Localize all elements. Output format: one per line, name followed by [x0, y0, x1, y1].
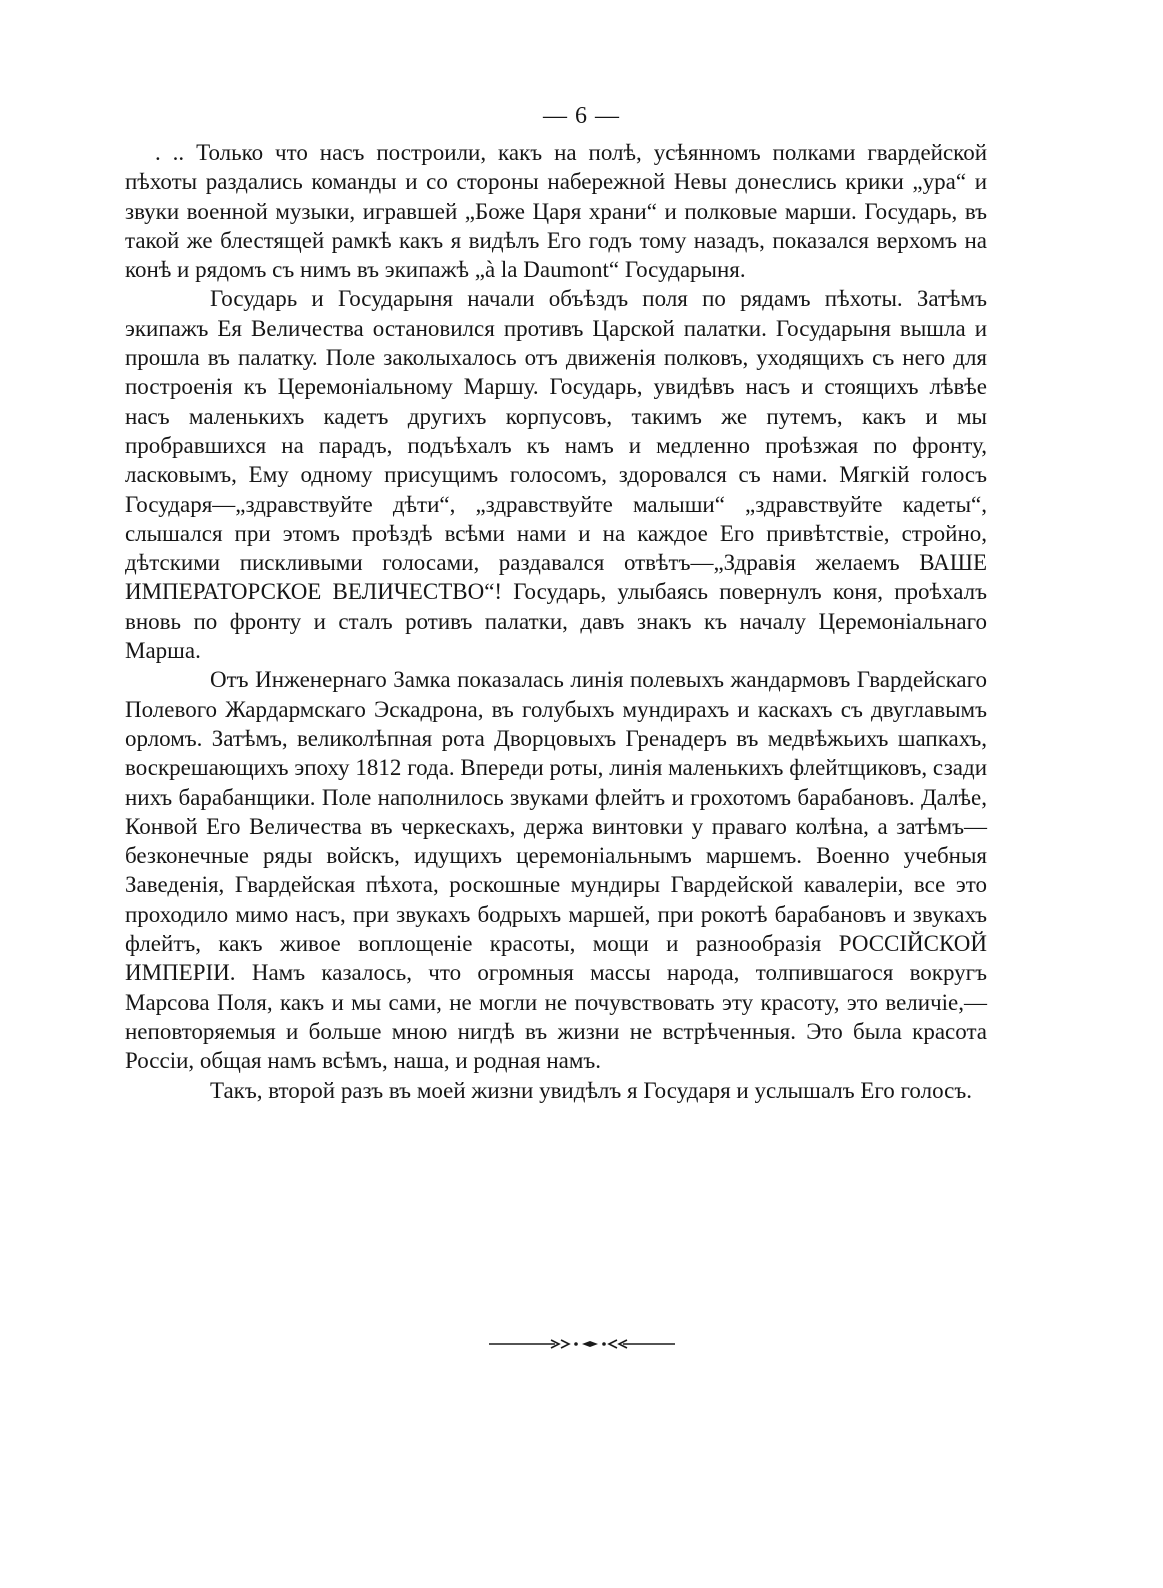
page-number: — 6 — — [543, 103, 620, 129]
paragraph-1: . .. Только что насъ построили, какъ на полѣ, усѣянномъ полками гвардейской пѣхоты раздались команды и со стороны набережной Невы донеслись крики „ура“ и звуки военной музыки, игравшей „Боже Царя храни“ и полковые марши. Государь, въ такой же блестящей рамкѣ какъ я видѣлъ Его годъ тому назадъ, показался верхомъ на конѣ и рядомъ съ нимъ въ экипажѣ „à la Daumont“ Государыня. — [125, 140, 987, 283]
paragraph-3: Отъ Инженернаго Замка показалась линія полевыхъ жандармовъ Гвардейскаго Полевого Жардармскаго Эскадрона, въ голубыхъ мундирахъ и каскахъ съ двуглавымъ орломъ. Затѣмъ, великолѣпная рота Дворцовыхъ Гренадеръ въ медвѣжьихъ шапкахъ, воскрешающихъ эпоху 1812 года. Впереди роты, линія маленькихъ флейтщиковъ, сзади нихъ барабанщики. Поле наполнилось звуками флейтъ и грохотомъ барабановъ. Далѣе, Конвой Его Величества въ черкескахъ, держа винтовки у праваго колѣна, а затѣмъ—безконечные ряды войскъ, идущихъ церемоніальнымъ маршемъ. Военно учебныя Заведенія, Гвардейская пѣхота, роскошные мундиры Гвардейской кавалеріи, все это проходило мимо насъ, при звукахъ бодрыхъ маршей, при рокотѣ барабановъ и звукахъ флейтъ, какъ живое воплощеніе красоты, мощи и разнообразія РОССІЙСКОЙ ИМПЕРІИ. Намъ казалось, что огромныя массы народа, толпившагося вокругъ Марсова Поля, какъ и мы сами, не могли не почувствовать эту красоту, это величіе,—неповторяемыя и больше мною нигдѣ въ жизни не встрѣченныя. Это была красота Россіи, общая намъ всѣмъ, наша, и родная намъ. — [125, 667, 987, 1074]
decorative-divider-icon — [487, 1335, 677, 1353]
body-text — [125, 138, 987, 1105]
paragraph-4: Такъ, второй разъ въ моей жизни увидѣлъ я Государя и услышалъ Его голосъ. — [210, 1077, 972, 1103]
end-ornament — [0, 1335, 1163, 1353]
paragraph-2: Государь и Государыня начали объѣздъ поля по рядамъ пѣхоты. Затѣмъ экипажъ Ея Величества остановился противъ Царской палатки. Государыня вышла и прошла въ палатку. Поле заколыхалось отъ движенія полковъ, уходящихъ съ него для построенія къ Церемоніальному Маршу. Государь, увидѣвъ насъ и стоящихъ лѣвѣе насъ маленькихъ кадетъ другихъ корпусовъ, такимъ же путемъ, какъ и мы пробравшихся на парадъ, подъѣхалъ къ намъ и медленно проѣзжая по фронту, ласковымъ, Ему одному присущимъ голосомъ, здоровался съ нами. Мягкій голосъ Государя—„здравствуйте дѣти“, „здравствуйте малыши“ „здравствуйте кадеты“, слышался при этомъ проѣздѣ всѣми нами и на каждое Его привѣтствіе, стройно, дѣтскими пискливыми голосами, раздавался отвѣтъ—„Здравія желаемъ ВАШЕ ИМПЕРАТОРСКОЕ ВЕЛИЧЕСТВО“! Государь, улыбаясь повернулъ коня, проѣхалъ вновь по фронту и сталъ ротивъ палатки, давъ знакъ къ началу Церемоніальнаго Марша. — [125, 286, 987, 664]
